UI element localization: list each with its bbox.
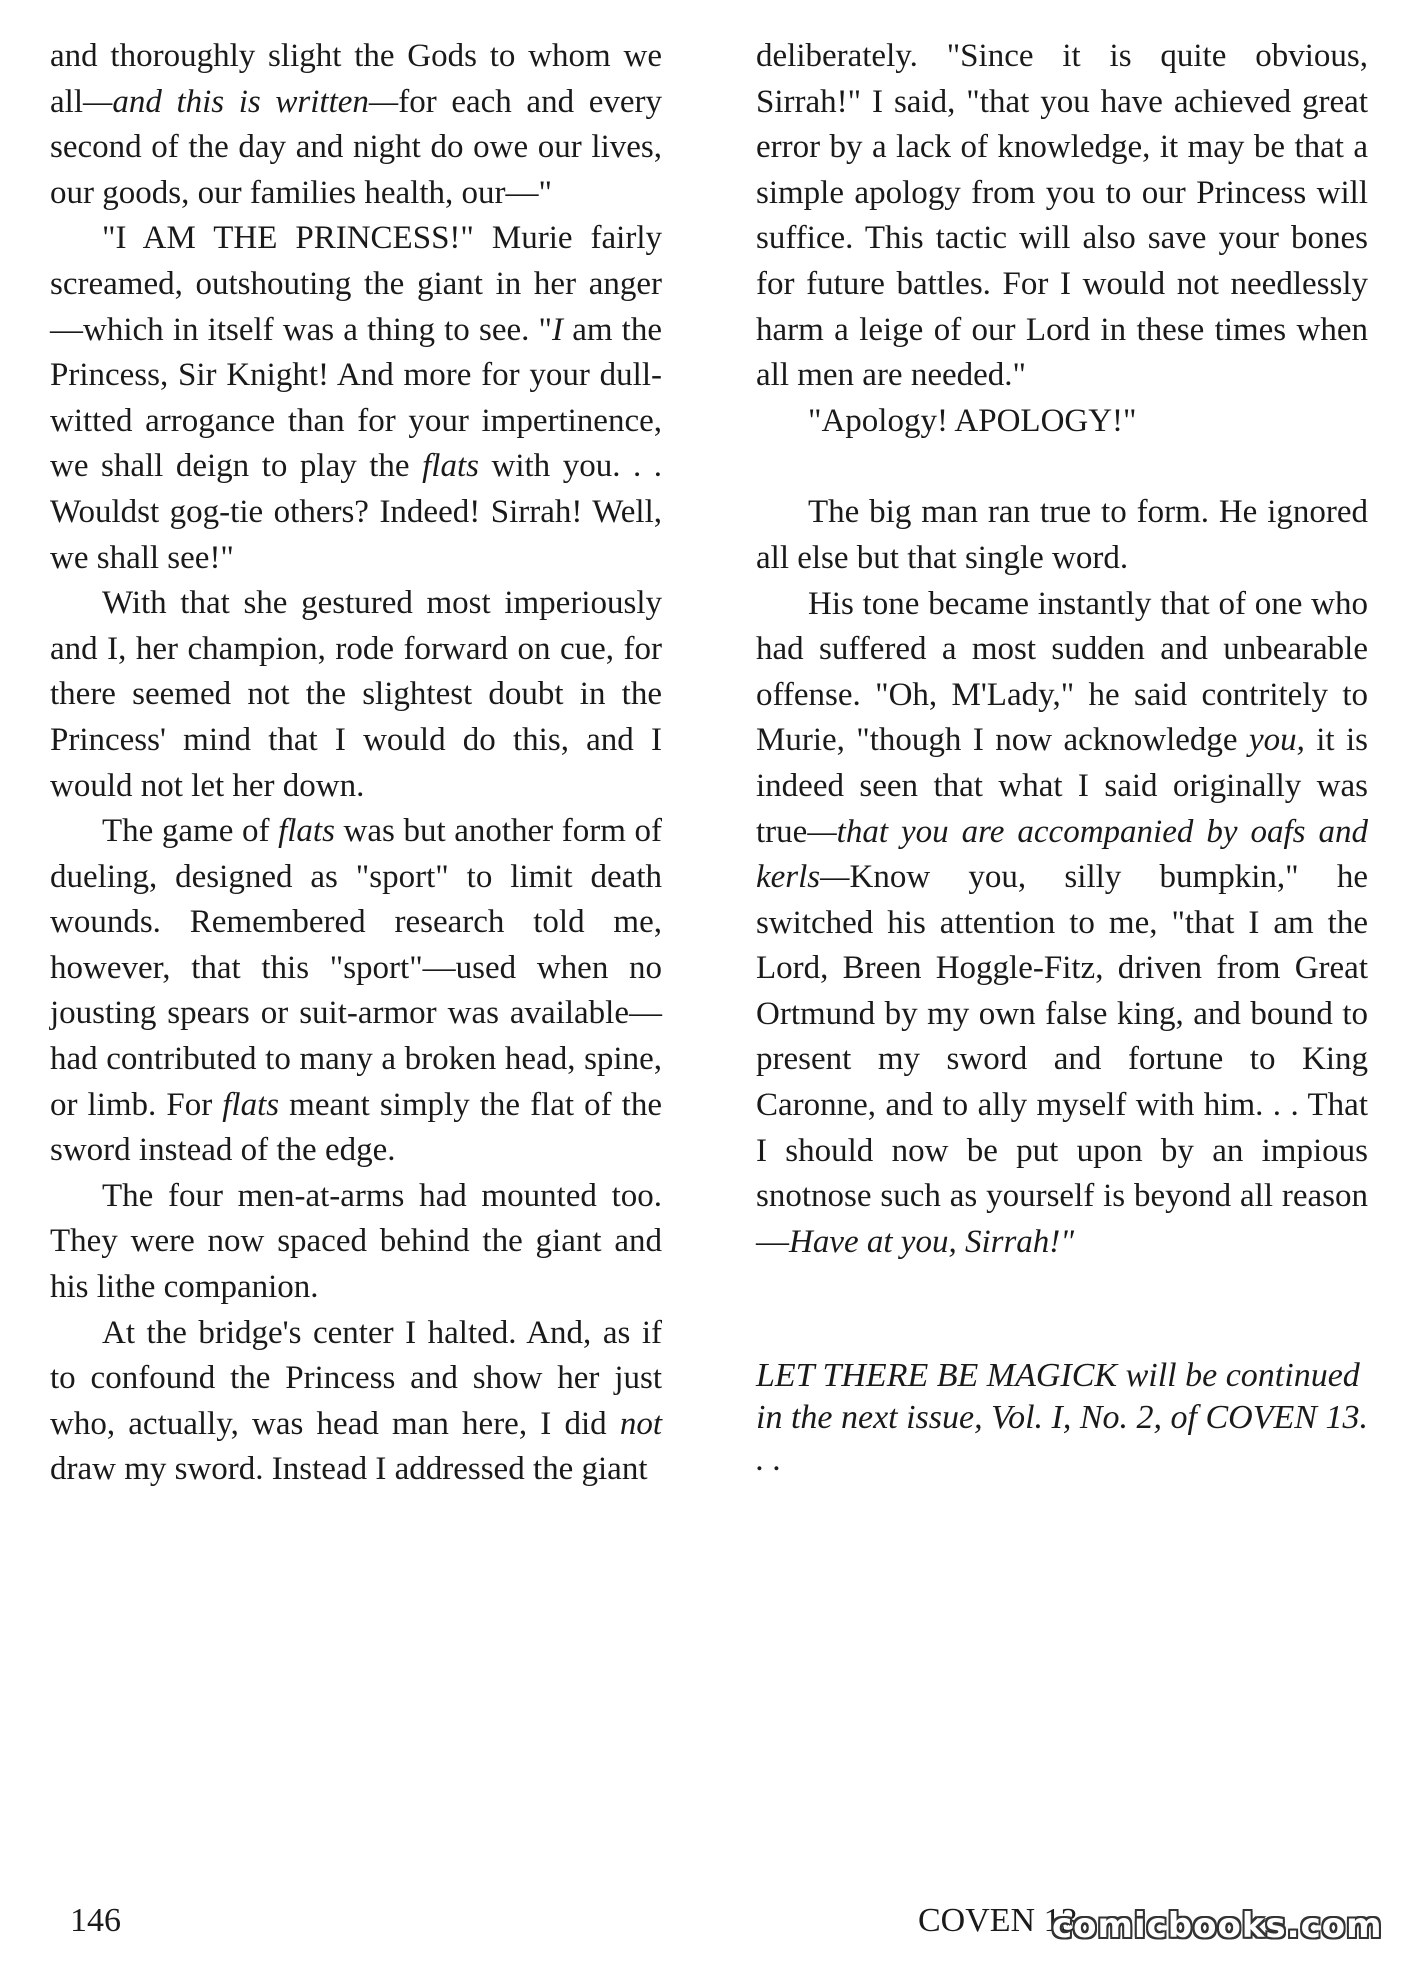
paragraph bbox=[756, 582, 1368, 1266]
text: meant simply the flat of the sword instead of the edge. bbox=[50, 1086, 662, 1169]
paragraph: The big man ran true to form. He ignored all else but that single word. bbox=[756, 494, 1368, 576]
text: draw my sword. Instead I addressed the giant bbox=[50, 1451, 648, 1488]
text: and thoroughly slight the Gods to whom we all bbox=[50, 38, 662, 120]
paragraph bbox=[50, 34, 662, 216]
watermark-logo: comicbooks.com bbox=[1052, 1906, 1383, 1946]
magazine-title: COVEN 13 bbox=[918, 1902, 1078, 1939]
italic-text: —that you are accompanied by oafs and kerls— bbox=[756, 813, 1368, 896]
text: The game of bbox=[102, 813, 279, 850]
italic-text: not bbox=[619, 1405, 662, 1442]
italic-text: —and this is written— bbox=[82, 83, 399, 120]
text: for each and every second of the day and night do owe our lives, our goods, our families health, our—" bbox=[50, 83, 662, 211]
left-column bbox=[50, 34, 662, 1493]
paragraph bbox=[50, 809, 662, 1174]
right-column bbox=[756, 34, 1368, 1481]
text: was but another form of dueling, designed as "sport" to limit death wounds. Remembered research told me, however, that this "sport"—used when no jousting spears or suit-armor was available—had contributed to many a broken head, spine, or limb. For bbox=[50, 813, 662, 1123]
text: Know you, silly bumpkin," he switched his attention to me, "that I am the Lord, Breen Hoggle-Fitz, driven from Great Ortmund by my own false king, and bound to present my sword and fortune to King Caronne, and to ally myself with him. . . That I should now be put upon by an impious snotnose such as yourself is beyond all reason— bbox=[756, 859, 1368, 1260]
paragraph: With that she gestured most imperiously and I, her champion, rode forward on cue, for there seemed not the slightest doubt in the Princess' mind that I would do this, and I would not let her down. bbox=[50, 585, 662, 804]
paragraph bbox=[50, 1311, 662, 1493]
text: it is indeed seen that what I said originally was true bbox=[756, 722, 1368, 850]
paragraph: The four men-at-arms had mounted too. They were now spaced behind the giant and his lithe companion. bbox=[50, 1177, 662, 1306]
text: am the Princess, Sir Knight! And more for your dull-witted arrogance than for your impertinence, we shall deign to play the bbox=[50, 311, 662, 485]
paragraph: "Apology! APOLOGY!" bbox=[808, 402, 1137, 439]
italic-text: flats bbox=[422, 448, 479, 485]
text: His tone became instantly that of one who had suffered a most sudden and unbearable offense. "Oh, M'Lady," he said contritely to Murie, "though I now acknowledge bbox=[756, 585, 1368, 759]
text: with you. . . Wouldst gog-tie others? Indeed! Sirrah! Well, we shall see!" bbox=[50, 448, 663, 576]
italic-text: flats bbox=[278, 813, 335, 850]
text: "I AM THE PRINCESS!" Murie fairly screamed, outshouting the giant in her anger—which in itself was a thing to see. " bbox=[50, 220, 662, 348]
paragraph bbox=[50, 216, 662, 581]
italic-text: I bbox=[552, 311, 564, 348]
page-number: 146 bbox=[70, 1902, 121, 1939]
continued-notice: LET THERE BE MAGICK will be continued in the next issue, Vol. I, No. 2, of COVEN 13. . . bbox=[756, 1357, 1368, 1479]
text: At the bridge's center I halted. And, as if to confound the Princess and show her just who, actually, was head man here, I did bbox=[50, 1314, 662, 1442]
italic-text: Have at you, Sirrah!" bbox=[789, 1223, 1075, 1260]
italic-text: you, bbox=[1248, 722, 1305, 759]
paragraph: deliberately. "Since it is quite obvious, Sirrah!" I said, "that you have achieved great error by a lack of knowledge, it may be that a simple apology from you to our Princess will suffice. This tactic will also save your bones for future battles. For I would not needlessly harm a leige of our Lord in these times when all men are needed." bbox=[756, 38, 1368, 394]
italic-text: flats bbox=[222, 1086, 280, 1123]
